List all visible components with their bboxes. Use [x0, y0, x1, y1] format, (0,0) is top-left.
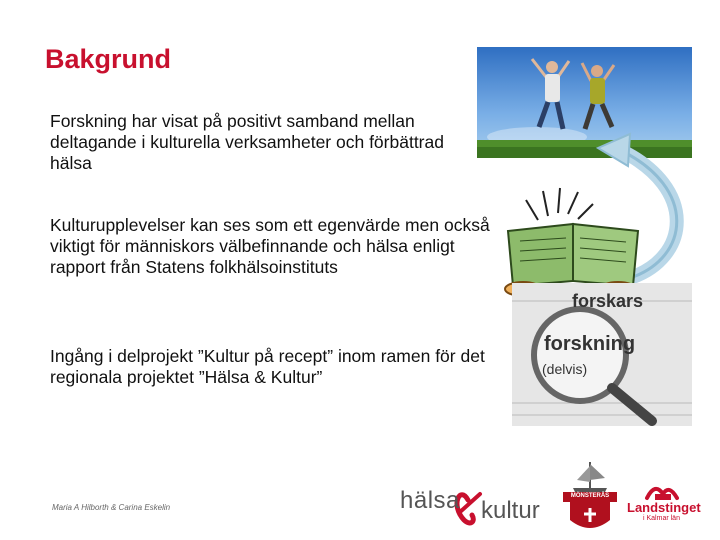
- logo-text-landstinget-sub: i Kalmar län: [643, 515, 680, 522]
- footer-authors: Maria A Hilborth & Carina Eskelin: [52, 503, 171, 512]
- clipping-word-delvis: (delvis): [542, 361, 588, 377]
- logo-text-landstinget: Landstinget: [627, 500, 701, 515]
- paragraph-culture-experiences: Kulturupplevelser kan ses som ett egenvärde men också viktigt för människors välbefinnande och hälsa enligt rapport från Statens folkhälsoinstituts: [50, 215, 490, 277]
- logo-text-monsteras: MÖNSTERÅS: [570, 493, 610, 499]
- paragraph-project-entry: Ingång i delprojekt ”Kultur på recept” inom ramen för det regionala projektet ”Hälsa & Kultur”: [50, 346, 485, 387]
- paragraph-research: Forskning har visat på positivt samband mellan deltagande i kulturella verksamheter och förbättrad hälsa: [50, 111, 444, 173]
- logo-text-halsa: hälsa: [400, 487, 460, 514]
- newspaper-clipping-image: [512, 283, 692, 426]
- slide-title: Bakgrund: [45, 44, 172, 74]
- clipping-word-forskning: forskning: [544, 333, 636, 355]
- clipping-word-forskars: forskars: [572, 291, 644, 311]
- logo-text-kultur: kultur: [481, 497, 540, 524]
